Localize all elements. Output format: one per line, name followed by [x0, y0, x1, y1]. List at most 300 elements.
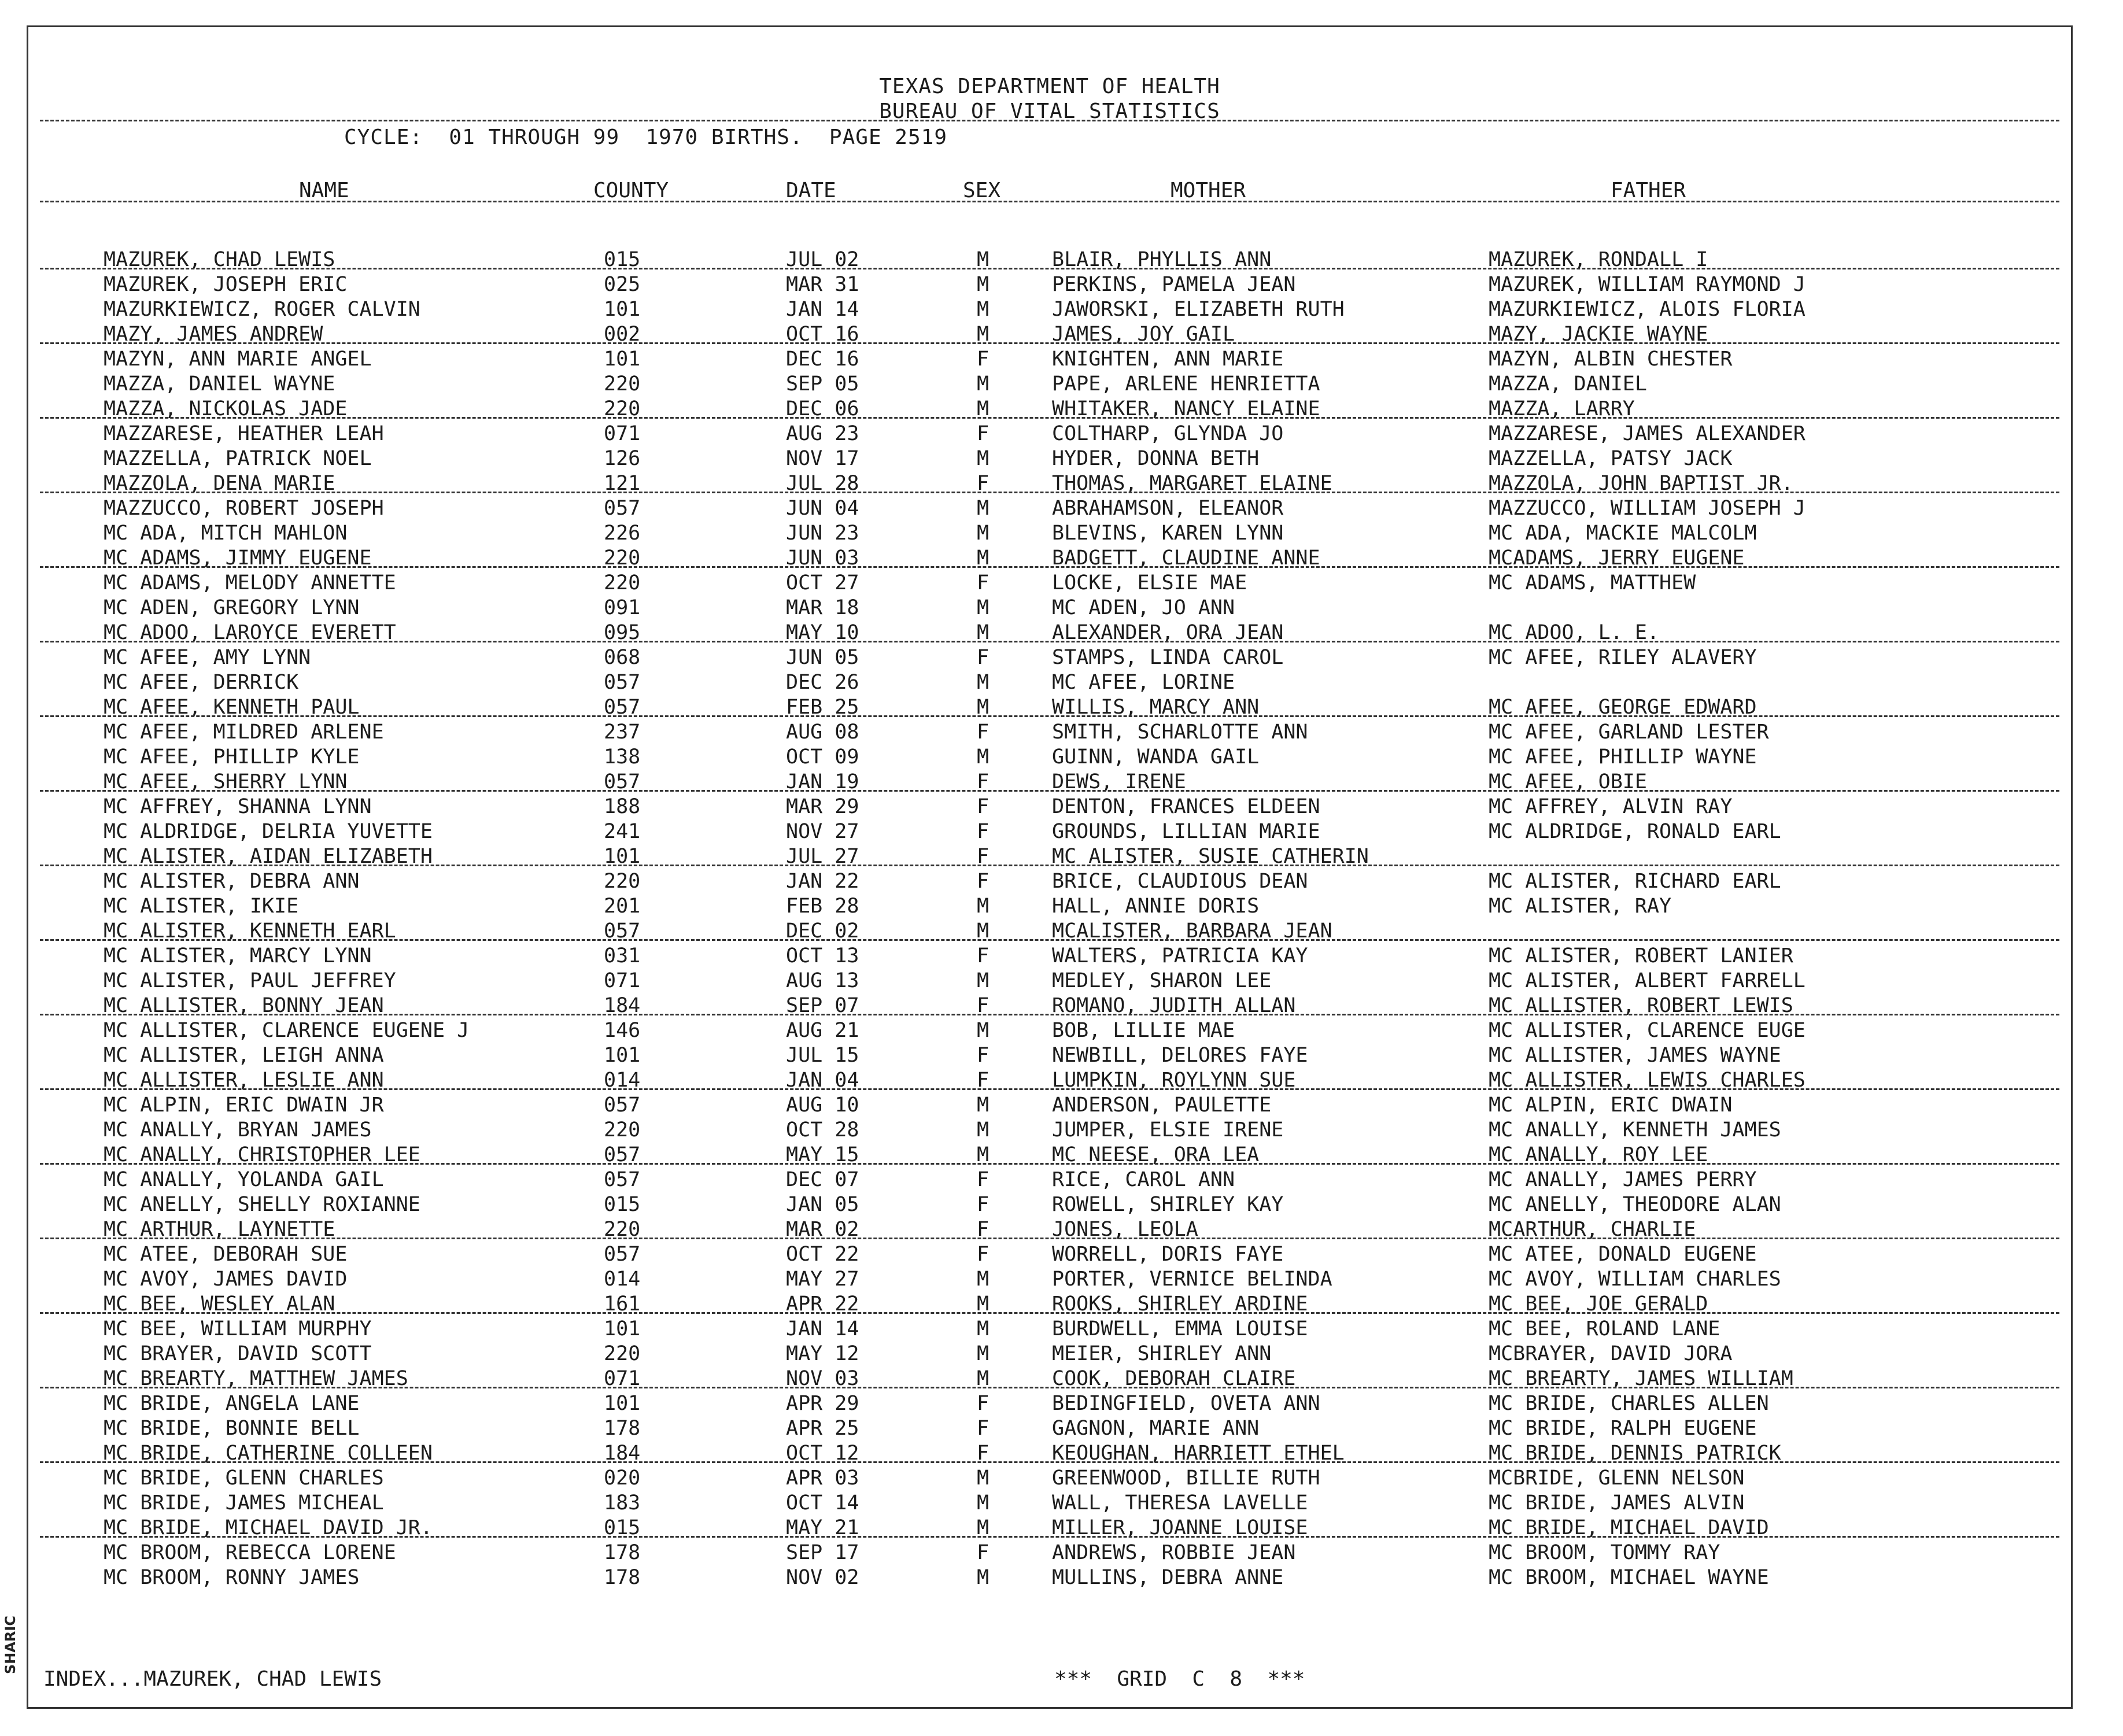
cell-mother: BADGETT, CLAUDINE ANNE	[1052, 546, 1320, 570]
cell-name: MC ADAMS, JIMMY EUGENE	[104, 546, 372, 570]
cell-date: OCT 22	[786, 1243, 859, 1266]
cell-county: 057	[604, 770, 641, 793]
footer-index: INDEX...MAZUREK, CHAD LEWIS	[43, 1667, 382, 1691]
cell-name: MC ANALLY, YOLANDA GAIL	[104, 1168, 384, 1191]
table-row	[28, 869, 2071, 893]
cell-mother: COOK, DEBORAH CLAIRE	[1052, 1367, 1296, 1390]
cell-county: 057	[604, 1168, 641, 1191]
cell-sex: M	[977, 1516, 989, 1539]
cell-name: MC ALLISTER, CLARENCE EUGENE J	[104, 1019, 470, 1042]
cell-name: MC ALISTER, DEBRA ANN	[104, 870, 360, 893]
table-row	[28, 1565, 2071, 1590]
cell-father: MC ALLISTER, CLARENCE EUGE	[1489, 1019, 1806, 1042]
cell-sex: M	[977, 497, 989, 520]
cell-name: MC ALLISTER, LEIGH ANNA	[104, 1044, 384, 1067]
cell-sex: M	[977, 1143, 989, 1166]
table-row	[28, 396, 2071, 421]
cell-name: MC ADAMS, MELODY ANNETTE	[104, 571, 396, 594]
cell-sex: F	[977, 820, 989, 843]
cell-sex: M	[977, 1268, 989, 1291]
table-row	[28, 1167, 2071, 1192]
table-row	[28, 1092, 2071, 1117]
cell-mother: HYDER, DONNA BETH	[1052, 447, 1260, 470]
cell-date: APR 25	[786, 1417, 859, 1440]
cell-name: MC AFEE, AMY LYNN	[104, 646, 311, 669]
table-row	[28, 1043, 2071, 1068]
cell-date: JUN 05	[786, 646, 859, 669]
table-row	[28, 819, 2071, 844]
cell-mother: ROMANO, JUDITH ALLAN	[1052, 994, 1296, 1017]
cell-father: MC AFEE, GEORGE EDWARD	[1489, 696, 1757, 719]
cell-date: SEP 07	[786, 994, 859, 1017]
cell-mother: WALL, THERESA LAVELLE	[1052, 1491, 1308, 1515]
cell-mother: BEDINGFIELD, OVETA ANN	[1052, 1392, 1320, 1415]
cell-father: MC ADA, MACKIE MALCOLM	[1489, 522, 1757, 545]
cell-date: OCT 16	[786, 323, 859, 346]
cell-sex: F	[977, 1392, 989, 1415]
cell-date: FEB 25	[786, 696, 859, 719]
cell-mother: BLEVINS, KAREN LYNN	[1052, 522, 1284, 545]
cell-father: MC ATEE, DONALD EUGENE	[1489, 1243, 1757, 1266]
cell-sex: M	[977, 969, 989, 992]
side-label: SHARIC	[2, 1616, 19, 1674]
cell-father: MCARTHUR, CHARLIE	[1489, 1218, 1696, 1241]
cell-mother: GREENWOOD, BILLIE RUTH	[1052, 1467, 1320, 1490]
table-row	[28, 719, 2071, 744]
table-row	[28, 968, 2071, 993]
cell-sex: M	[977, 621, 989, 644]
cell-name: MC BROOM, RONNY JAMES	[104, 1566, 360, 1589]
table-row	[28, 1142, 2071, 1167]
cell-father: MC BRIDE, RALPH EUGENE	[1489, 1417, 1757, 1440]
cell-sex: M	[977, 895, 989, 918]
cell-mother: BURDWELL, EMMA LOUISE	[1052, 1317, 1308, 1340]
table-row	[28, 297, 2071, 322]
cell-sex: M	[977, 248, 989, 271]
cell-mother: MC AFEE, LORINE	[1052, 671, 1235, 694]
cell-sex: M	[977, 1094, 989, 1117]
cell-county: 126	[604, 447, 641, 470]
cell-sex: M	[977, 1566, 989, 1589]
cell-county: 002	[604, 323, 641, 346]
cell-county: 183	[604, 1491, 641, 1515]
cell-date: JAN 04	[786, 1069, 859, 1092]
cell-sex: F	[977, 1442, 989, 1465]
cell-name: MC ALISTER, IKIE	[104, 895, 299, 918]
cell-county: 138	[604, 745, 641, 769]
cell-county: 220	[604, 372, 641, 396]
cell-mother: LOCKE, ELSIE MAE	[1052, 571, 1247, 594]
table-row	[28, 893, 2071, 918]
cell-mother: PAPE, ARLENE HENRIETTA	[1052, 372, 1320, 396]
cell-county: 057	[604, 671, 641, 694]
cell-name: MC ANELLY, SHELLY ROXIANNE	[104, 1193, 420, 1216]
cell-county: 220	[604, 1118, 641, 1142]
cell-father: MC BRIDE, MICHAEL DAVID	[1489, 1516, 1769, 1539]
table-row	[28, 1540, 2071, 1565]
table-row	[28, 1490, 2071, 1515]
cell-father: MCBRAYER, DAVID JORA	[1489, 1342, 1733, 1365]
cell-date: MAY 10	[786, 621, 859, 644]
table-row	[28, 570, 2071, 595]
table-row	[28, 670, 2071, 695]
cell-father: MC ALISTER, ALBERT FARRELL	[1489, 969, 1806, 992]
cell-name: MC ALDRIDGE, DELRIA YUVETTE	[104, 820, 433, 843]
cell-name: MC BRIDE, ANGELA LANE	[104, 1392, 360, 1415]
cell-date: MAR 02	[786, 1218, 859, 1241]
cell-date: JAN 05	[786, 1193, 859, 1216]
table-row	[28, 844, 2071, 869]
cell-name: MAZZELLA, PATRICK NOEL	[104, 447, 372, 470]
bureau-title: BUREAU OF VITAL STATISTICS	[879, 99, 1220, 123]
cell-date: JUN 23	[786, 522, 859, 545]
cell-date: OCT 28	[786, 1118, 859, 1142]
cell-father: MAZZARESE, JAMES ALEXANDER	[1489, 422, 1806, 445]
header-divider	[40, 120, 2059, 121]
cell-sex: F	[977, 348, 989, 371]
cell-father: MC AVOY, WILLIAM CHARLES	[1489, 1268, 1781, 1291]
cell-date: MAY 27	[786, 1268, 859, 1291]
table-row	[28, 1465, 2071, 1490]
cell-county: 241	[604, 820, 641, 843]
cell-sex: F	[977, 1044, 989, 1067]
cell-name: MC AFEE, SHERRY LYNN	[104, 770, 348, 793]
cell-date: SEP 17	[786, 1541, 859, 1564]
cell-county: 226	[604, 522, 641, 545]
cell-sex: M	[977, 919, 989, 943]
cell-father: MAZZOLA, JOHN BAPTIST JR.	[1489, 472, 1793, 495]
cell-father: MC ANALLY, ROY LEE	[1489, 1143, 1708, 1166]
table-row	[28, 918, 2071, 943]
cell-name: MC BEE, WESLEY ALAN	[104, 1292, 335, 1316]
cell-father: MC ALISTER, RICHARD EARL	[1489, 870, 1781, 893]
cell-date: JUL 27	[786, 845, 859, 868]
cell-mother: MC NEESE, ORA LEA	[1052, 1143, 1260, 1166]
cell-mother: SMITH, SCHARLOTTE ANN	[1052, 721, 1308, 744]
cell-mother: BOB, LILLIE MAE	[1052, 1019, 1235, 1042]
cell-date: APR 03	[786, 1467, 859, 1490]
cell-date: MAY 12	[786, 1342, 859, 1365]
cell-father: MC BROOM, MICHAEL WAYNE	[1489, 1566, 1769, 1589]
cell-date: MAR 31	[786, 273, 859, 296]
cell-father: MC ANALLY, KENNETH JAMES	[1489, 1118, 1781, 1142]
table-row	[28, 1266, 2071, 1291]
cell-sex: M	[977, 546, 989, 570]
cell-name: MC ALPIN, ERIC DWAIN JR	[104, 1094, 384, 1117]
cell-sex: F	[977, 422, 989, 445]
cell-date: NOV 17	[786, 447, 859, 470]
cell-date: NOV 03	[786, 1367, 859, 1390]
cell-sex: M	[977, 1317, 989, 1340]
cell-name: MC BRIDE, MICHAEL DAVID JR.	[104, 1516, 433, 1539]
cell-date: AUG 13	[786, 969, 859, 992]
cell-date: JAN 22	[786, 870, 859, 893]
cycle-line: CYCLE: 01 THROUGH 99 1970 BIRTHS. PAGE 2519	[344, 125, 947, 149]
cell-name: MC BRIDE, CATHERINE COLLEEN	[104, 1442, 433, 1465]
cell-mother: JAWORSKI, ELIZABETH RUTH	[1052, 298, 1345, 321]
cell-sex: M	[977, 1367, 989, 1390]
table-row	[28, 794, 2071, 819]
cell-county: 057	[604, 919, 641, 943]
cell-sex: F	[977, 1417, 989, 1440]
cell-name: MAZZA, DANIEL WAYNE	[104, 372, 335, 396]
cell-father: MCBRIDE, GLENN NELSON	[1489, 1467, 1745, 1490]
cell-date: JAN 14	[786, 1317, 859, 1340]
cell-county: 020	[604, 1467, 641, 1490]
cell-name: MC BEE, WILLIAM MURPHY	[104, 1317, 372, 1340]
cell-sex: M	[977, 397, 989, 420]
cell-date: JAN 14	[786, 298, 859, 321]
cell-name: MC ALISTER, KENNETH EARL	[104, 919, 396, 943]
cell-date: OCT 27	[786, 571, 859, 594]
cell-sex: M	[977, 298, 989, 321]
department-title: TEXAS DEPARTMENT OF HEALTH	[879, 75, 1220, 98]
cell-mother: HALL, ANNIE DORIS	[1052, 895, 1260, 918]
cell-name: MC AFFREY, SHANNA LYNN	[104, 795, 372, 818]
cell-county: 015	[604, 1193, 641, 1216]
cell-date: DEC 02	[786, 919, 859, 943]
cell-county: 220	[604, 1342, 641, 1365]
cell-county: 015	[604, 1516, 641, 1539]
cell-sex: F	[977, 1218, 989, 1241]
cell-county: 071	[604, 969, 641, 992]
cell-father: MAZZA, LARRY	[1489, 397, 1635, 420]
cell-county: 071	[604, 1367, 641, 1390]
footer-grid: *** GRID C 8 ***	[1054, 1667, 1305, 1691]
table-row	[28, 371, 2071, 396]
cell-mother: ALEXANDER, ORA JEAN	[1052, 621, 1284, 644]
cell-mother: PERKINS, PAMELA JEAN	[1052, 273, 1296, 296]
cell-date: DEC 06	[786, 397, 859, 420]
cell-mother: DEWS, IRENE	[1052, 770, 1186, 793]
cell-county: 014	[604, 1069, 641, 1092]
cell-date: DEC 16	[786, 348, 859, 371]
table-row	[28, 471, 2071, 496]
table-row	[28, 1391, 2071, 1416]
cell-name: MC BRIDE, BONNIE BELL	[104, 1417, 360, 1440]
cell-date: NOV 02	[786, 1566, 859, 1589]
cell-sex: F	[977, 770, 989, 793]
cell-mother: NEWBILL, DELORES FAYE	[1052, 1044, 1308, 1067]
table-row	[28, 1440, 2071, 1465]
cell-sex: F	[977, 1541, 989, 1564]
cell-sex: F	[977, 870, 989, 893]
cell-father: MC BRIDE, CHARLES ALLEN	[1489, 1392, 1769, 1415]
cell-father: MAZUREK, WILLIAM RAYMOND J	[1489, 273, 1806, 296]
cell-father: MAZZUCCO, WILLIAM JOSEPH J	[1489, 497, 1806, 520]
cell-county: 237	[604, 721, 641, 744]
cell-sex: M	[977, 1467, 989, 1490]
cell-mother: DENTON, FRANCES ELDEEN	[1052, 795, 1320, 818]
cell-date: SEP 05	[786, 372, 859, 396]
cell-date: JUN 04	[786, 497, 859, 520]
cell-father: MC ALISTER, ROBERT LANIER	[1489, 944, 1793, 967]
cell-mother: STAMPS, LINDA CAROL	[1052, 646, 1284, 669]
cell-sex: M	[977, 1292, 989, 1316]
cell-sex: F	[977, 571, 989, 594]
cell-county: 220	[604, 397, 641, 420]
cell-mother: WHITAKER, NANCY ELAINE	[1052, 397, 1320, 420]
table-row	[28, 346, 2071, 371]
cell-date: APR 29	[786, 1392, 859, 1415]
cell-date: MAR 18	[786, 596, 859, 619]
cell-father: MC AFEE, RILEY ALAVERY	[1489, 646, 1757, 669]
cell-mother: BRICE, CLAUDIOUS DEAN	[1052, 870, 1308, 893]
table-row	[28, 1018, 2071, 1043]
cell-father: MC ALPIN, ERIC DWAIN	[1489, 1094, 1733, 1117]
cell-sex: F	[977, 721, 989, 744]
cell-father: MC ALLISTER, ROBERT LEWIS	[1489, 994, 1793, 1017]
cell-date: MAY 21	[786, 1516, 859, 1539]
cell-mother: MC ALISTER, SUSIE CATHERIN	[1052, 845, 1369, 868]
cell-mother: MC ADEN, JO ANN	[1052, 596, 1235, 619]
cell-county: 057	[604, 696, 641, 719]
cell-county: 101	[604, 348, 641, 371]
cell-mother: LUMPKIN, ROYLYNN SUE	[1052, 1069, 1296, 1092]
cell-father: MC BREARTY, JAMES WILLIAM	[1489, 1367, 1793, 1390]
table-row	[28, 1217, 2071, 1242]
cell-mother: JONES, LEOLA	[1052, 1218, 1198, 1241]
table-row	[28, 1242, 2071, 1266]
cell-county: 101	[604, 298, 641, 321]
cell-mother: RICE, CAROL ANN	[1052, 1168, 1235, 1191]
cell-sex: F	[977, 994, 989, 1017]
cell-county: 220	[604, 571, 641, 594]
cell-father: MC ANALLY, JAMES PERRY	[1489, 1168, 1757, 1191]
cell-name: MAZZOLA, DENA MARIE	[104, 472, 335, 495]
cell-name: MC ALISTER, MARCY LYNN	[104, 944, 372, 967]
column-header-name: NAME	[299, 179, 349, 202]
cell-mother: BLAIR, PHYLLIS ANN	[1052, 248, 1272, 271]
cell-father: MC ALISTER, RAY	[1489, 895, 1672, 918]
column-header-sex: SEX	[963, 179, 1001, 202]
cell-name: MC AFEE, PHILLIP KYLE	[104, 745, 360, 769]
cell-county: 031	[604, 944, 641, 967]
column-header-date: DATE	[786, 179, 836, 202]
cell-sex: M	[977, 522, 989, 545]
cell-county: 068	[604, 646, 641, 669]
cell-date: FEB 28	[786, 895, 859, 918]
table-row	[28, 1291, 2071, 1316]
cell-name: MC AFEE, KENNETH PAUL	[104, 696, 360, 719]
cell-father: MC BEE, ROLAND LANE	[1489, 1317, 1720, 1340]
cell-county: 101	[604, 1317, 641, 1340]
cell-father: MC ALLISTER, LEWIS CHARLES	[1489, 1069, 1806, 1092]
cell-name: MC ARTHUR, LAYNETTE	[104, 1218, 335, 1241]
cell-date: DEC 07	[786, 1168, 859, 1191]
cell-county: 015	[604, 248, 641, 271]
cell-name: MC BROOM, REBECCA LORENE	[104, 1541, 396, 1564]
table-row	[28, 1117, 2071, 1142]
cell-date: OCT 12	[786, 1442, 859, 1465]
cell-mother: WALTERS, PATRICIA KAY	[1052, 944, 1308, 967]
cell-mother: MEIER, SHIRLEY ANN	[1052, 1342, 1272, 1365]
cell-sex: F	[977, 646, 989, 669]
cell-county: 057	[604, 1243, 641, 1266]
column-header-mother: MOTHER	[1171, 179, 1246, 202]
cell-sex: M	[977, 671, 989, 694]
cell-sex: M	[977, 1342, 989, 1365]
cell-name: MC BRIDE, GLENN CHARLES	[104, 1467, 384, 1490]
cell-date: JUL 02	[786, 248, 859, 271]
cell-mother: ANDERSON, PAULETTE	[1052, 1094, 1272, 1117]
table-row	[28, 446, 2071, 471]
cell-date: AUG 23	[786, 422, 859, 445]
cell-name: MC ANALLY, CHRISTOPHER LEE	[104, 1143, 420, 1166]
table-row	[28, 744, 2071, 769]
cell-sex: F	[977, 1243, 989, 1266]
cell-father: MAZUREK, RONDALL I	[1489, 248, 1708, 271]
cell-date: JUN 03	[786, 546, 859, 570]
cell-father: MAZZELLA, PATSY JACK	[1489, 447, 1733, 470]
cell-sex: M	[977, 372, 989, 396]
table-row	[28, 695, 2071, 719]
table-row	[28, 1366, 2071, 1391]
cell-sex: F	[977, 845, 989, 868]
cell-county: 220	[604, 870, 641, 893]
cell-mother: ROWELL, SHIRLEY KAY	[1052, 1193, 1284, 1216]
cell-father: MAZURKIEWICZ, ALOIS FLORIA	[1489, 298, 1806, 321]
cell-date: MAR 29	[786, 795, 859, 818]
cell-county: 095	[604, 621, 641, 644]
cell-date: AUG 08	[786, 721, 859, 744]
cell-father: MC ALDRIDGE, RONALD EARL	[1489, 820, 1781, 843]
cell-county: 178	[604, 1417, 641, 1440]
cell-name: MC AFEE, MILDRED ARLENE	[104, 721, 384, 744]
column-header-county: COUNTY	[593, 179, 669, 202]
table-row	[28, 247, 2071, 272]
cell-county: 201	[604, 895, 641, 918]
cell-name: MC ALISTER, PAUL JEFFREY	[104, 969, 396, 992]
table-row	[28, 545, 2071, 570]
cell-date: JUL 15	[786, 1044, 859, 1067]
cell-name: MC AVOY, JAMES DAVID	[104, 1268, 348, 1291]
cell-county: 188	[604, 795, 641, 818]
cell-father: MAZYN, ALBIN CHESTER	[1489, 348, 1733, 371]
cell-date: APR 22	[786, 1292, 859, 1316]
cell-county: 057	[604, 1094, 641, 1117]
cell-mother: MCALISTER, BARBARA JEAN	[1052, 919, 1332, 943]
table-row	[28, 943, 2071, 968]
cell-name: MAZZUCCO, ROBERT JOSEPH	[104, 497, 384, 520]
cell-mother: WORRELL, DORIS FAYE	[1052, 1243, 1284, 1266]
cell-sex: F	[977, 795, 989, 818]
cell-county: 220	[604, 1218, 641, 1241]
cell-name: MC ATEE, DEBORAH SUE	[104, 1243, 348, 1266]
cell-father: MC BEE, JOE GERALD	[1489, 1292, 1708, 1316]
cell-county: 057	[604, 497, 641, 520]
table-row	[28, 272, 2071, 297]
table-row	[28, 496, 2071, 520]
cell-county: 057	[604, 1143, 641, 1166]
cell-father: MC AFEE, PHILLIP WAYNE	[1489, 745, 1757, 769]
column-header-divider	[40, 201, 2059, 202]
cell-mother: ABRAHAMSON, ELEANOR	[1052, 497, 1284, 520]
cell-mother: COLTHARP, GLYNDA JO	[1052, 422, 1284, 445]
table-row	[28, 1316, 2071, 1341]
cell-sex: M	[977, 1118, 989, 1142]
cell-county: 184	[604, 1442, 641, 1465]
table-row	[28, 421, 2071, 446]
cell-father: MC ADAMS, MATTHEW	[1489, 571, 1696, 594]
cell-father: MAZZA, DANIEL	[1489, 372, 1647, 396]
cell-father: MC AFEE, OBIE	[1489, 770, 1647, 793]
cell-name: MC ADA, MITCH MAHLON	[104, 522, 348, 545]
cell-father: MC BRIDE, JAMES ALVIN	[1489, 1491, 1745, 1515]
table-row	[28, 645, 2071, 670]
cell-county: 184	[604, 994, 641, 1017]
cell-county: 091	[604, 596, 641, 619]
